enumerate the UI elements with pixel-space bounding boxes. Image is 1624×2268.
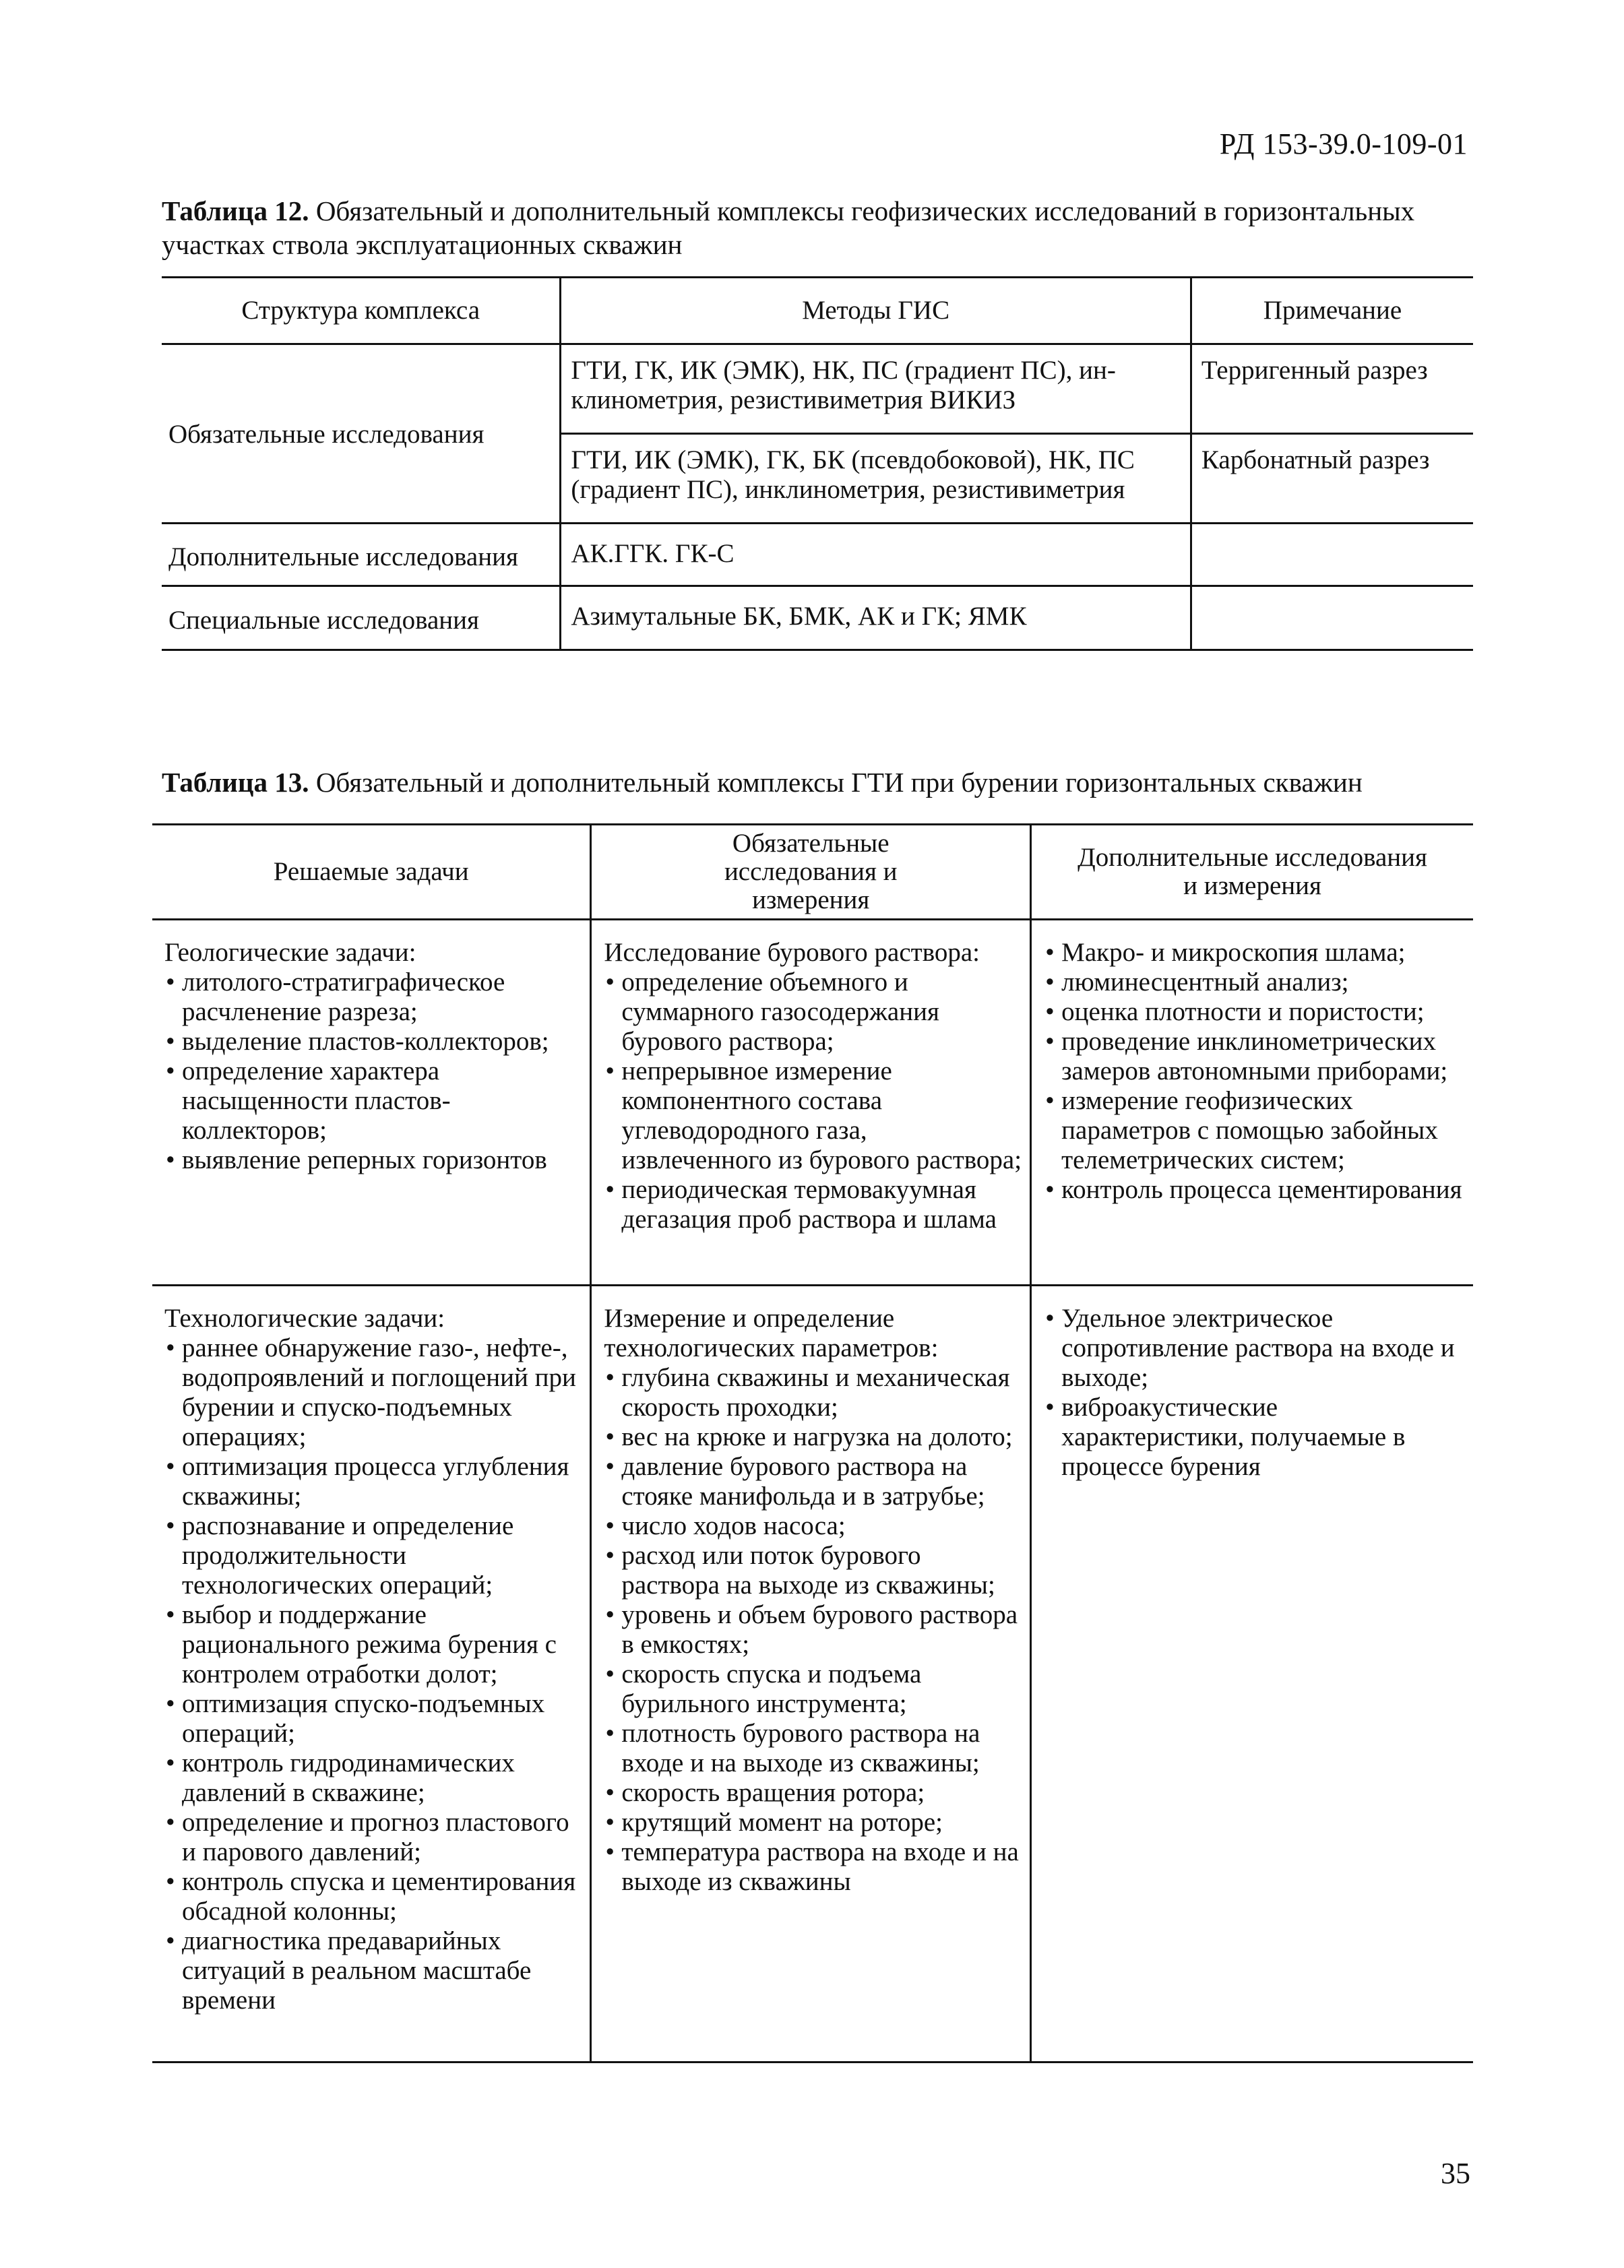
table12-carbonate-methods-text: ГТИ, ИК (ЭМК), ГК, БК (псевдобоковой), НК, ПС (градиент ПС), инклинометрия, резистивиметрия (571, 445, 1135, 504)
list-item: • контроль процесса цементирования (1044, 1175, 1466, 1205)
geo-mandatory-lead: Исследование бурового раствора: (604, 938, 980, 967)
list-item: • литолого-стратиграфическое расчленение разреза; (164, 968, 583, 1027)
list-item: • вес на крюке и нагрузка на долото; (604, 1422, 1023, 1452)
table13-cell-geo-tasks (152, 920, 591, 1286)
list-item: • виброакустические характеристики, получаемые в процессе бурения (1044, 1393, 1466, 1482)
table13-header-additional-text: Дополнительные исследования и измерения (1078, 843, 1427, 900)
list-item: • определение характера насыщенности пластов-коллекторов; (164, 1057, 583, 1145)
table12-header-note: Примечание (1191, 278, 1473, 344)
table12-terrigenous-methods-text: ГТИ, ГК, ИК (ЭМК), НК, ПС (градиент ПС), ин-клинометрия, резистивиметрия ВИКИЗ (571, 356, 1116, 414)
list-item: • раннее обнаружение газо-, нефте-, водопроявлений и поглощений при бурении и спуско-подъемных операциях; (164, 1333, 583, 1452)
table12-terrigenous-note-text: Терригенный разрез (1201, 356, 1428, 385)
list-item: • диагностика предаварийных ситуаций в реальном масштабе времени (164, 1926, 583, 2015)
table12-carbonate-note-text: Карбонатный разрез (1201, 445, 1430, 474)
geo-tasks-list (164, 968, 583, 1175)
list-item: • оптимизация процесса углубления скважины; (164, 1452, 583, 1511)
table13-header-mandatory (591, 825, 1031, 920)
table13 (152, 823, 1473, 2063)
table13-caption (162, 765, 1482, 799)
list-item: • Макро- и микроскопия шлама; (1044, 938, 1466, 968)
list-item: • плотность бурового раствора на входе и на выходе из скважины; (604, 1719, 1023, 1778)
table12-special-text: Специальные исследования (168, 606, 479, 635)
list-item: • люминесцентный анализ; (1044, 968, 1466, 997)
table12-additional-methods-text: АК.ГГК. ГК-С (571, 539, 735, 568)
list-item: • оценка плотности и пористости; (1044, 997, 1466, 1027)
table13-cell-tech-additional (1031, 1286, 1473, 2062)
table12-additional-note-text (1192, 524, 1473, 548)
table13-header-row (152, 825, 1473, 920)
list-item: • контроль гидродинамических давлений в скважине; (164, 1749, 583, 1808)
table12-cell-terrigenous-note (1191, 344, 1473, 434)
table-row (152, 1286, 1473, 2062)
page-number: 35 (1441, 2157, 1470, 2190)
table12-cell-mandatory-label (162, 344, 561, 524)
list-item: • расход или поток бурового раствора на выходе из скважины; (604, 1541, 1023, 1600)
table13-caption-label: Таблица 13. (162, 767, 309, 798)
list-item: • число ходов насоса; (604, 1511, 1023, 1541)
geo-tasks-lead: Геологические задачи: (164, 938, 416, 967)
table12 (162, 276, 1473, 651)
table13-cell-geo-mandatory (591, 920, 1031, 1286)
table12-additional-text: Дополнительные исследования (168, 542, 518, 571)
table12-special-note-text (1192, 587, 1473, 611)
table12-cell-terrigenous-methods (561, 344, 1191, 434)
table-row (162, 586, 1473, 650)
table12-caption (162, 194, 1482, 261)
table-row (152, 920, 1473, 1286)
table12-special-methods-text: Азимутальные БК, БМК, АК и ГК; ЯМК (571, 602, 1027, 631)
list-item: • глубина скважины и механическая скорость проходки; (604, 1363, 1023, 1422)
geo-additional-list (1044, 938, 1466, 1205)
table12-cell-carbonate-methods (561, 434, 1191, 524)
list-item: • Удельное электрическое сопротивление раствора на входе и выходе; (1044, 1304, 1466, 1393)
table13-cell-geo-additional (1031, 920, 1473, 1286)
list-item: • выделение пластов-коллекторов; (164, 1027, 583, 1057)
table12-header-methods: Методы ГИС (561, 278, 1191, 344)
tech-mandatory-list (604, 1363, 1023, 1897)
tech-mandatory-lead: Измерение и определение технологических параметров: (604, 1304, 939, 1362)
geo-mandatory-list (604, 968, 1023, 1234)
table13-caption-text: Обязательный и дополнительный комплексы ГТИ при бурении горизонтальных скважин (309, 767, 1363, 798)
table12-cell-additional-label (162, 524, 561, 586)
table12-cell-additional-methods (561, 524, 1191, 586)
table13-header-mandatory-text: Обязательные исследования и измерения (724, 829, 898, 914)
table12-header-structure: Структура комплекса (162, 278, 561, 344)
table12-cell-additional-note (1191, 524, 1473, 586)
table13-cell-tech-mandatory (591, 1286, 1031, 2062)
tech-tasks-lead: Технологические задачи: (164, 1304, 445, 1333)
list-item: • уровень и объем бурового раствора в емкостях; (604, 1600, 1023, 1660)
list-item: • контроль спуска и цементирования обсадной колонны; (164, 1867, 583, 1926)
list-item: • определение и прогноз пластового и парового давлений; (164, 1808, 583, 1867)
tech-additional-list (1044, 1304, 1466, 1482)
document-code: РД 153-39.0-109-01 (1219, 127, 1468, 160)
table12-caption-label: Таблица 12. (162, 195, 309, 226)
table12-cell-special-note (1191, 586, 1473, 650)
table13-header-tasks: Решаемые задачи (152, 825, 591, 920)
table13-cell-tech-tasks (152, 1286, 591, 2062)
list-item: • крутящий момент на роторе; (604, 1808, 1023, 1837)
list-item: • проведение инклинометрических замеров автономными приборами; (1044, 1027, 1466, 1086)
table12-header-row (162, 278, 1473, 344)
table12-mandatory-text: Обязательные исследования (168, 419, 485, 449)
list-item: • скорость спуска и подъема бурильного инструмента; (604, 1660, 1023, 1719)
table12-cell-carbonate-note (1191, 434, 1473, 524)
list-item: • давление бурового раствора на стояке манифольда и в затрубье; (604, 1452, 1023, 1511)
table-row (162, 344, 1473, 434)
table13-header-additional (1031, 825, 1473, 920)
list-item: • непрерывное измерение компонентного состава углеводородного газа, извлеченного из бурового раствора; (604, 1057, 1023, 1175)
table12-cell-special-label (162, 586, 561, 650)
list-item: • оптимизация спуско-подъемных операций; (164, 1689, 583, 1749)
table12-caption-text: Обязательный и дополнительный комплексы геофизических исследований в горизонтальных участках ствола эксплуатационных скважин (162, 195, 1415, 260)
list-item: • скорость вращения ротора; (604, 1778, 1023, 1808)
list-item: • измерение геофизических параметров с помощью забойных телеметрических систем; (1044, 1086, 1466, 1175)
table-row (162, 524, 1473, 586)
table12-cell-special-methods (561, 586, 1191, 650)
tech-tasks-list (164, 1333, 583, 2015)
list-item: • периодическая термовакуумная дегазация проб раствора и шлама (604, 1175, 1023, 1234)
list-item: • выбор и поддержание рационального режима бурения с контролем отработки долот; (164, 1600, 583, 1689)
list-item: • определение объемного и суммарного газосодержания бурового раствора; (604, 968, 1023, 1057)
list-item: • распознавание и определение продолжительности технологических операций; (164, 1511, 583, 1600)
list-item: • температура раствора на входе и на выходе из скважины (604, 1837, 1023, 1897)
list-item: • выявление реперных горизонтов (164, 1145, 583, 1175)
